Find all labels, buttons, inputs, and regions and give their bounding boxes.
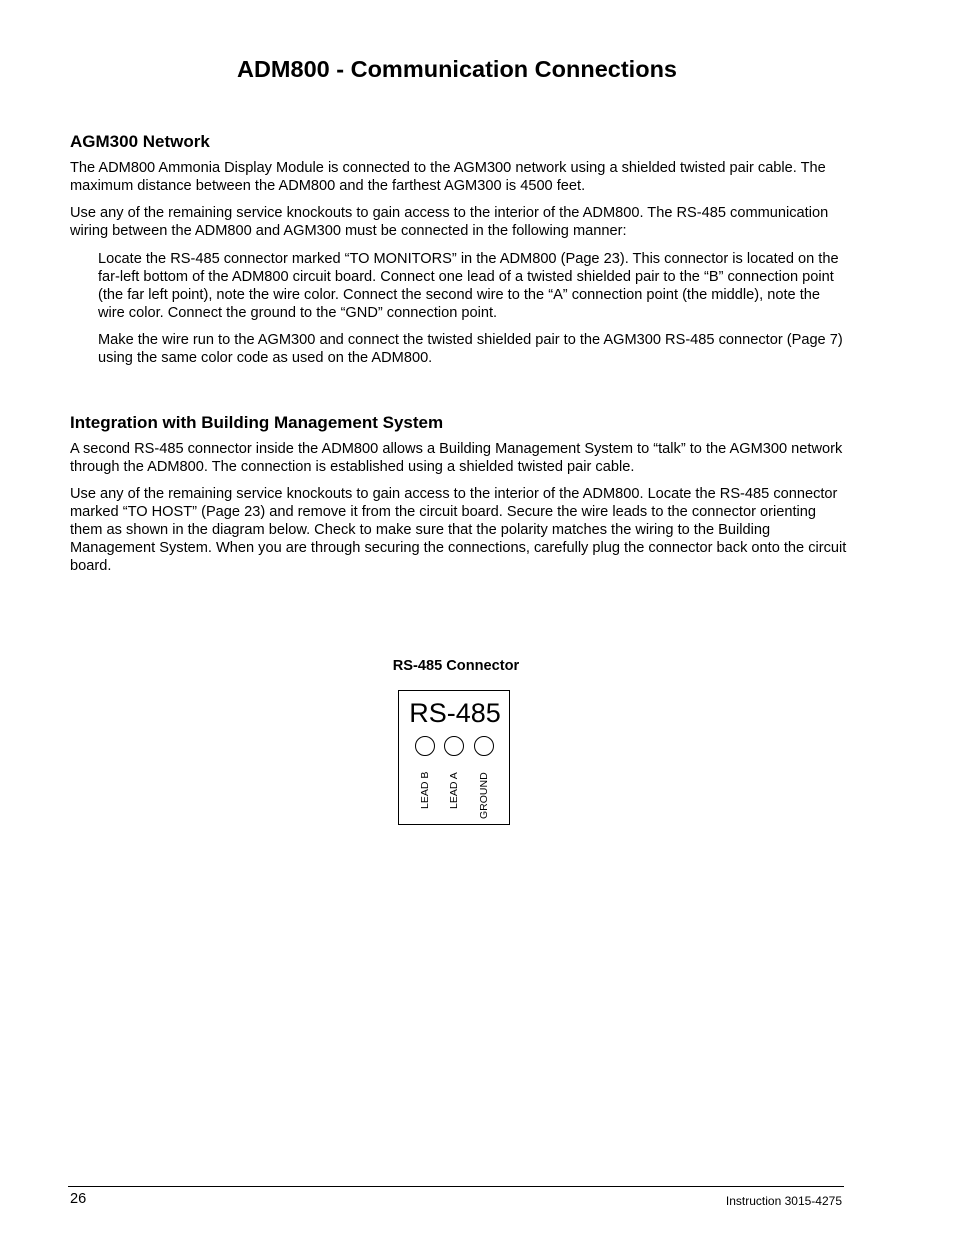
section-heading-bms: Integration with Building Management System <box>70 413 444 432</box>
paragraph-bms-instructions: Use any of the remaining service knockouts to gain access to the interior of the ADM800. Locate the RS-485 connector marked “TO HOST” (Page 23) and remove it from the circuit board. Secure the wire leads to the connector orienting them as shown in the diagram below. Check to make sure that the polarity matches the wiring to the Building Management System. When you are through securing the connections, carefully plug the connector back onto the circuit board. <box>70 486 847 575</box>
paragraph-bms-intro: A second RS-485 connector inside the ADM800 allows a Building Management System to “talk” to the AGM300 network through the ADM800. The connection is established using a shielded twisted pair cable. <box>70 441 843 476</box>
pin-label-lead-b: LEAD B <box>419 771 431 809</box>
pin-label-ground: GROUND <box>478 772 490 819</box>
document-id: Instruction 3015-4275 <box>725 1194 842 1208</box>
paragraph-agm300-locate-connector: Locate the RS-485 connector marked “TO MONITORS” in the ADM800 (Page 23). This connector is located on the far-left bottom of the ADM800 circuit board. Connect one lead of a twisted shielded pair to the “B” connection point (the far left point), note the wire color. Connect the second wire to the “A” connection point (the middle), note the wire color. Connect the ground to the “GND” connection point. <box>98 251 839 322</box>
rs485-connector-diagram <box>398 690 510 825</box>
page-number: 26 <box>70 1191 87 1207</box>
pin-ground-icon <box>474 736 494 756</box>
pin-lead-b-icon <box>415 736 435 756</box>
connector-label: RS-485 <box>409 698 501 728</box>
pin-lead-a-icon <box>444 736 464 756</box>
footer-divider <box>68 1186 844 1187</box>
paragraph-agm300-knockouts: Use any of the remaining service knockouts to gain access to the interior of the ADM800. The RS-485 communication wiring between the ADM800 and AGM300 must be connected in the following manner: <box>70 205 829 240</box>
section-heading-agm300: AGM300 Network <box>70 132 210 151</box>
paragraph-agm300-wire-run: Make the wire run to the AGM300 and connect the twisted shielded pair to the AGM300 RS-485 connector (Page 7) using the same color code as used on the ADM800. <box>98 332 843 367</box>
paragraph-agm300-intro: The ADM800 Ammonia Display Module is connected to the AGM300 network using a shielded twisted pair cable. The maximum distance between the ADM800 and the farthest AGM300 is 4500 feet. <box>70 160 826 195</box>
pin-label-lead-a: LEAD A <box>448 772 460 809</box>
page-title: ADM800 - Communication Connections <box>236 56 677 82</box>
figure-caption: RS-485 Connector <box>392 658 520 674</box>
